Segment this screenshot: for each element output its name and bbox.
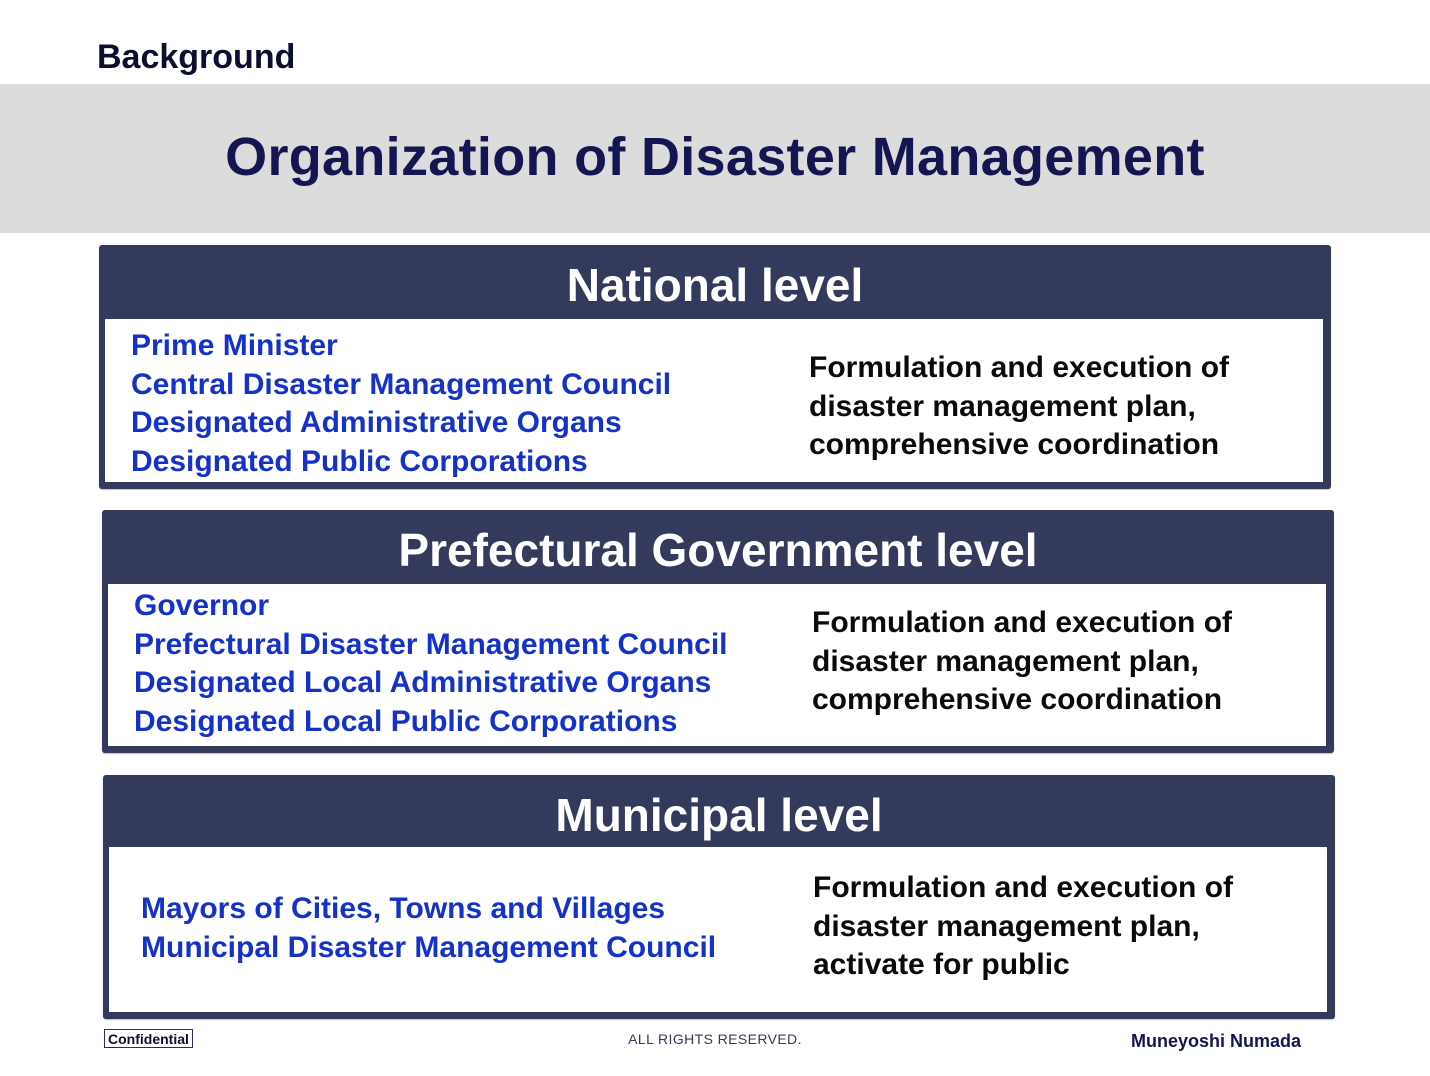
level-body-national (105, 319, 1323, 482)
national-level-box (99, 245, 1331, 489)
member-item: Designated Local Administrative Organs (134, 666, 712, 699)
rights-notice: ALL RIGHTS RESERVED. (628, 1031, 802, 1047)
role-line: activate for public (813, 948, 1070, 981)
member-list-national (131, 327, 671, 481)
role-line: disaster management plan, (809, 389, 1196, 423)
level-header-municipal: Municipal level (555, 789, 883, 841)
member-item: Municipal Disaster Management Council (141, 930, 717, 964)
author-name: Muneyoshi Numada (1130, 1031, 1301, 1051)
role-line: disaster management plan, (813, 909, 1200, 943)
role-description-municipal (813, 869, 1233, 985)
confidential-badge: Confidential (104, 1029, 193, 1048)
member-item: Designated Public Corporations (131, 444, 588, 478)
role-line: Formulation and execution of (813, 871, 1234, 904)
member-item: Central Disaster Management Council (131, 367, 672, 401)
role-description-national (809, 349, 1229, 465)
role-line: comprehensive coordination (812, 683, 1223, 716)
member-item: Mayors of Cities, Towns and Villages (141, 892, 666, 925)
member-list-municipal (141, 890, 716, 967)
member-item: Designated Administrative Organs (131, 406, 622, 439)
level-header-national: National level (566, 259, 864, 311)
member-item: Prefectural Disaster Management Council (134, 627, 728, 661)
member-list-prefectural (134, 587, 728, 741)
municipal-level-box (103, 775, 1335, 1019)
role-line: comprehensive coordination (809, 428, 1220, 461)
prefectural-level-box (102, 510, 1334, 753)
page-title: Organization of Disaster Management (225, 127, 1205, 187)
level-body-municipal (109, 847, 1327, 1012)
section-label: Background (97, 38, 296, 76)
role-description-prefectural (812, 604, 1232, 720)
role-line: Formulation and execution of (809, 351, 1230, 384)
role-line: disaster management plan, (812, 644, 1199, 678)
member-item: Governor (134, 589, 270, 622)
level-body-prefectural (108, 584, 1326, 746)
member-item: Designated Local Public Corporations (134, 704, 678, 738)
member-item: Prime Minister (131, 329, 338, 362)
level-header-prefectural: Prefectural Government level (398, 524, 1038, 576)
role-line: Formulation and execution of (812, 606, 1233, 639)
